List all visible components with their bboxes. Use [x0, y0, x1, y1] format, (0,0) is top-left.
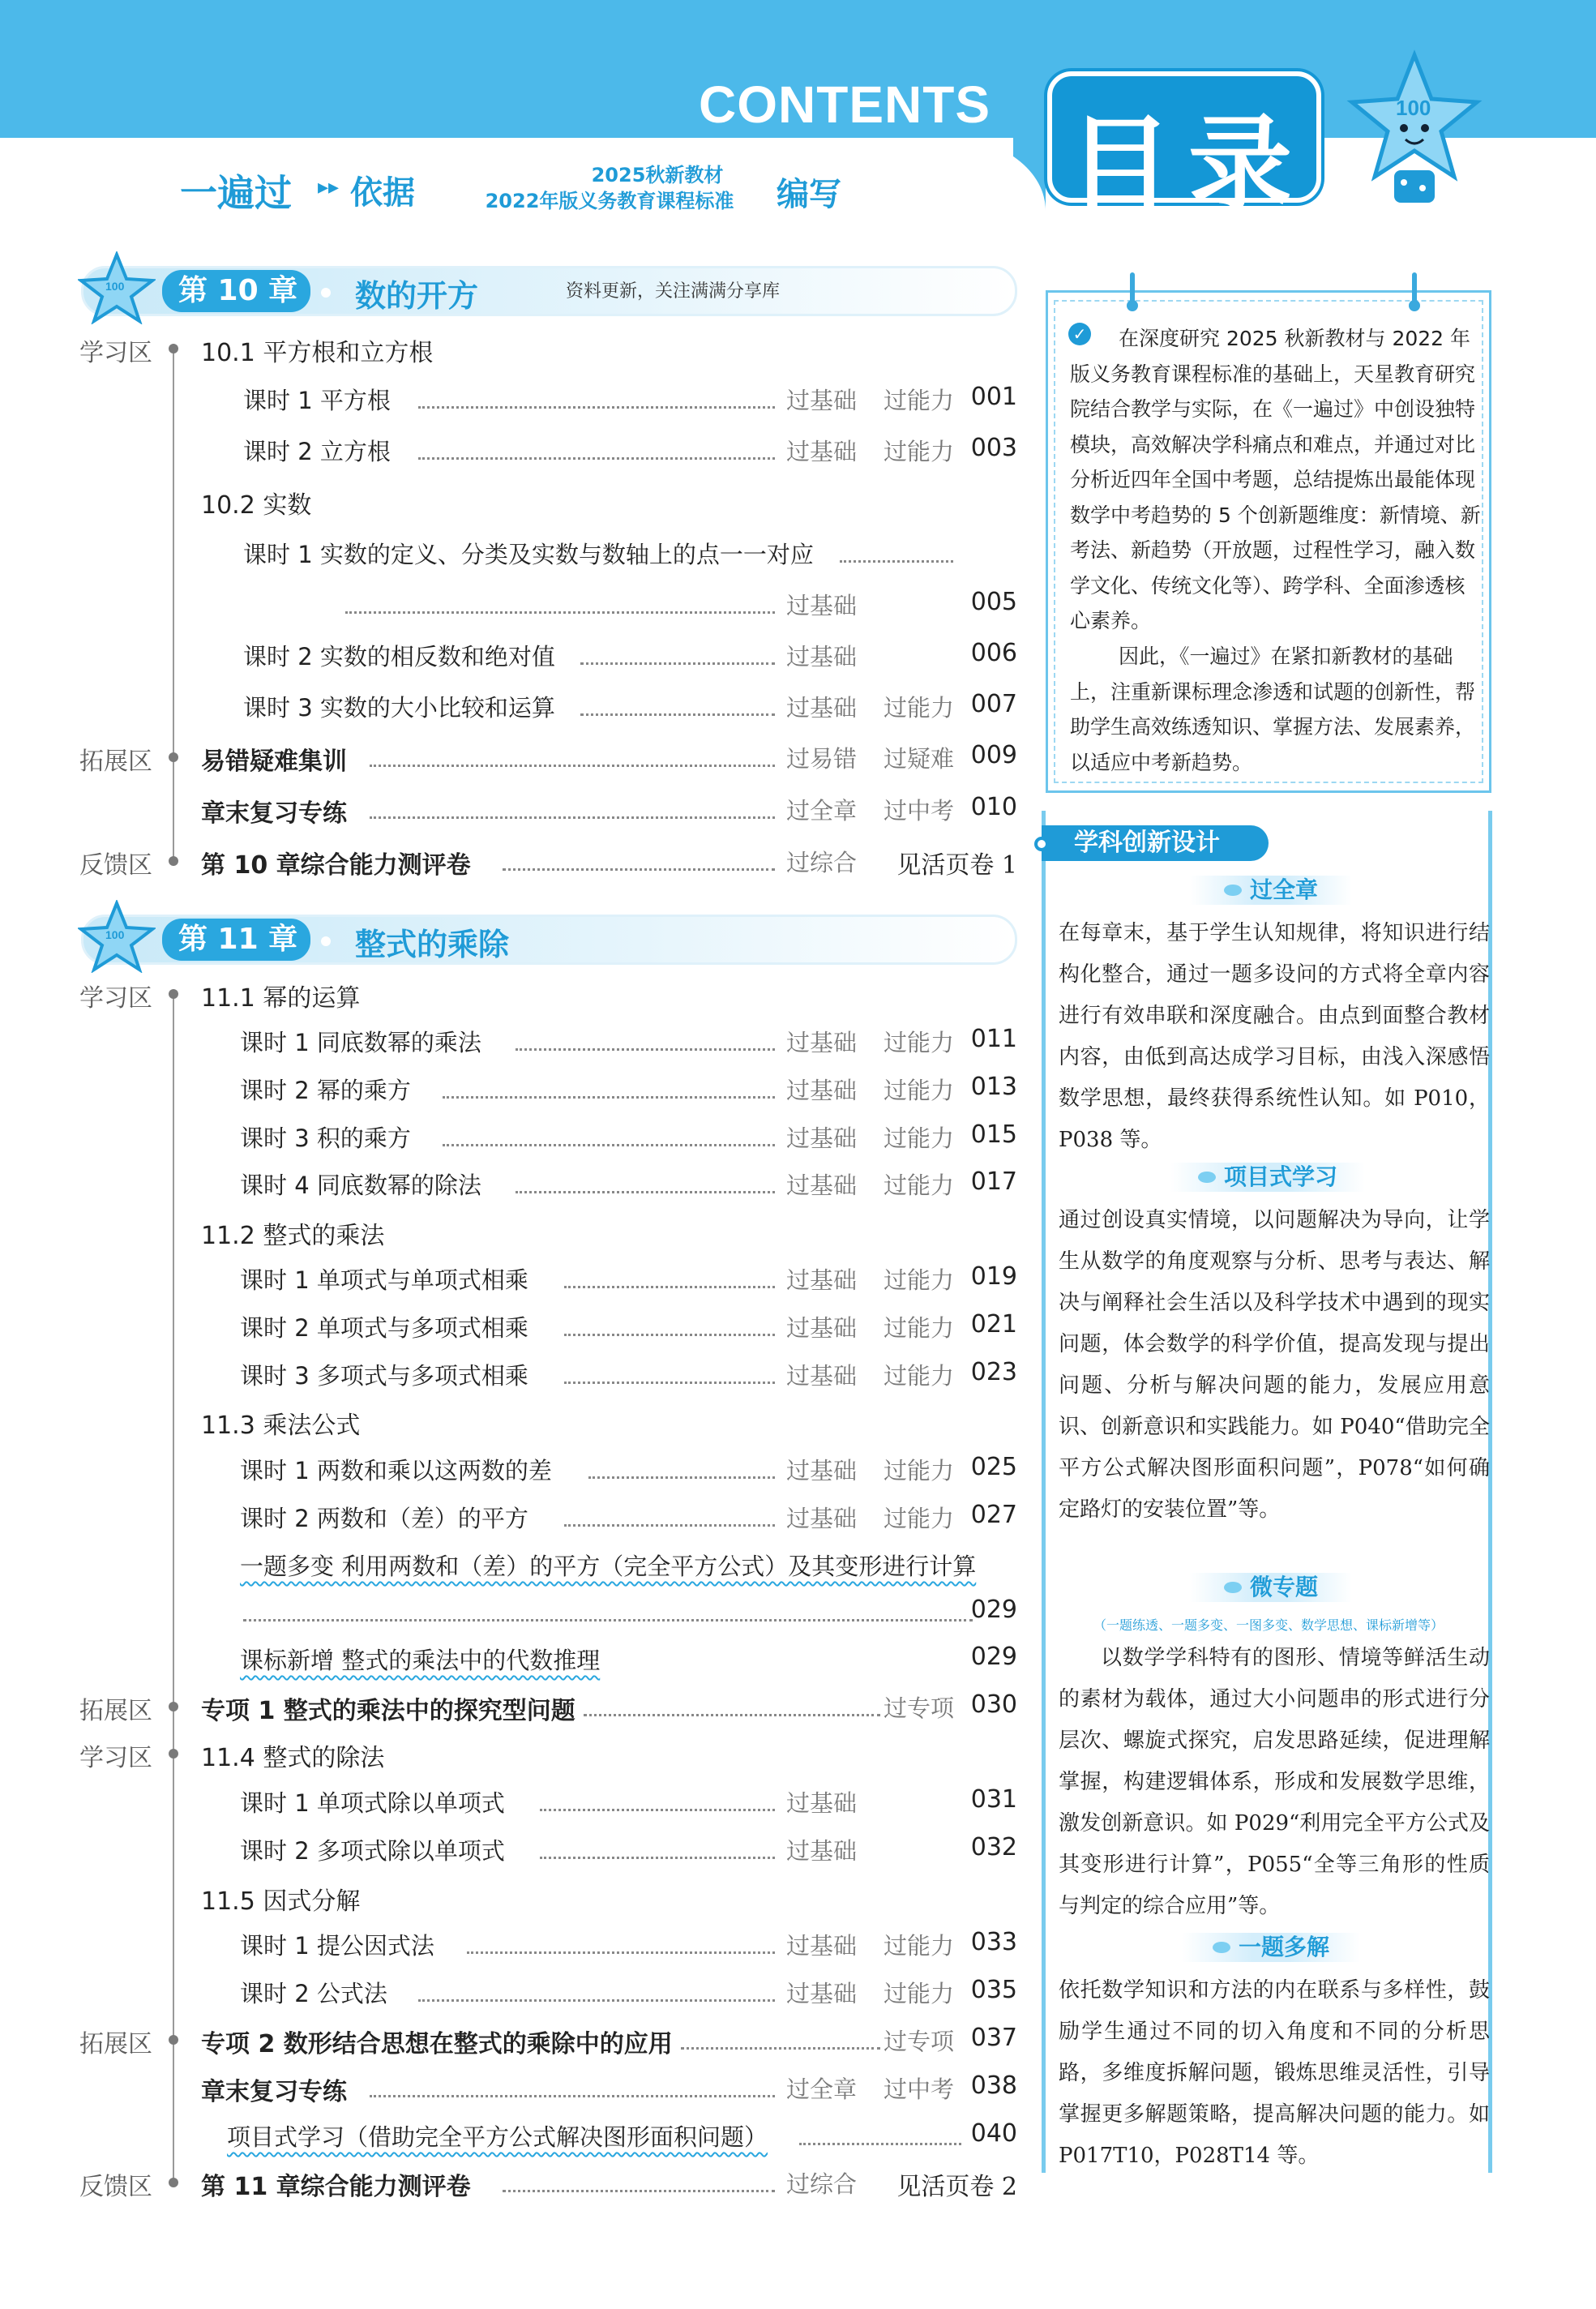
- tag-basic: 过基础: [786, 438, 858, 465]
- page-number: 005: [970, 588, 1017, 616]
- toc-row: [0, 1881, 1021, 1916]
- lesson-title: 课时 3 多项式与多项式相乘: [240, 1362, 528, 1390]
- toc-row[interactable]: [0, 537, 1021, 569]
- arrow-icon: ▸▸: [318, 175, 340, 199]
- lesson-title: 课时 2 多项式除以单项式: [240, 1837, 505, 1865]
- tag-basic: 过基础: [786, 1505, 858, 1532]
- leader-dots: [516, 1172, 775, 1193]
- tag-chapter: 过全章: [786, 797, 858, 825]
- section-title: 11.3 乘法公式: [201, 1412, 361, 1440]
- feature-text: 依托数学知识和方法的内在联系与多样性，鼓励学生通过不同的切入角度和不同的分析思路，多维度拆解问题，锻炼思维灵活性，引导掌握更多解题策略，提高解决问题的能力。如 P017T10，P028T14 等。: [1059, 1978, 1490, 2168]
- feature-icon: [1213, 1942, 1230, 1953]
- page-number: 003: [970, 434, 1017, 462]
- page-number: 023: [970, 1358, 1017, 1386]
- page-number: 033: [970, 1928, 1017, 1956]
- zone-label: 反馈区: [79, 2173, 152, 2201]
- chapter-number: 第 10 章: [162, 270, 310, 312]
- lesson-title: 课时 1 实数的定义、分类及实数与数轴上的点一一对应: [243, 541, 814, 568]
- section-title: 第 11 章综合能力测评卷: [201, 2173, 471, 2201]
- feature-text: 通过创设真实情境，以问题解决为导向，让学生从数学的角度观察与分析、思考与表达、解决与阐释社会生活以及科学技术中遇到的现实问题，体会数学的科学价值，提高发现与提出问题、分析与解决问题的能力，发展应用意识、创新意识和实践能力。如 P040“借助完全平方公式解决图形面积问题”，P078“如何确定路灯的安装位置”等。: [1059, 1208, 1490, 1522]
- leader-dots: [418, 439, 775, 460]
- tag-ability: 过能力: [884, 1266, 955, 1294]
- toc-row[interactable]: [0, 1120, 1021, 1153]
- tag-ability: 过能力: [884, 1362, 955, 1390]
- toc-row[interactable]: [0, 1549, 1021, 1581]
- lesson-title: 课时 1 单项式除以单项式: [240, 1789, 505, 1817]
- feature-title: 一题多解: [1182, 1933, 1360, 1962]
- toc-row[interactable]: [0, 1262, 1021, 1295]
- feature-icon: [1198, 1172, 1216, 1183]
- toc-row[interactable]: [0, 1785, 1021, 1818]
- chapter-title: 整式的乘除: [355, 927, 510, 962]
- chapter-note: 资料更新，关注满满分享库: [566, 281, 781, 302]
- tag-ability: 过能力: [884, 1172, 955, 1199]
- section-title: 第 10 章综合能力测评卷: [201, 851, 471, 880]
- toc-row: [0, 1215, 1021, 1248]
- bullet: [169, 752, 178, 762]
- toc-row[interactable]: [0, 1025, 1021, 1057]
- tag-ability: 过能力: [884, 1932, 955, 1960]
- toc-row[interactable]: [0, 1453, 1021, 1485]
- lesson-title: 课时 1 同底数幂的乘法: [240, 1029, 481, 1056]
- bullet: [169, 1702, 178, 1711]
- tag-ability: 过能力: [884, 1457, 955, 1484]
- leader-dots: [418, 1981, 775, 2002]
- leader-dots: [243, 1600, 973, 1621]
- tag-ability: 过能力: [884, 1029, 955, 1056]
- chapter-dot: [321, 936, 331, 946]
- tag-basic: 过基础: [786, 1837, 858, 1865]
- page-number: 040: [970, 2119, 1017, 2148]
- tag-basic: 过基础: [786, 1172, 858, 1199]
- toc-row[interactable]: [0, 1976, 1021, 2008]
- tag-basic: 过基础: [786, 1314, 858, 1342]
- leader-dots: [370, 2076, 775, 2097]
- leader-dots: [799, 2124, 961, 2145]
- leader-dots: [580, 644, 775, 665]
- zone-label: 学习区: [79, 339, 152, 367]
- toc-row: [0, 978, 1021, 1013]
- leader-dots: [540, 1838, 775, 1859]
- feature-title: 项目式学习: [1170, 1163, 1365, 1192]
- bullet: [169, 1749, 178, 1759]
- page-number: 007: [970, 690, 1017, 718]
- page-number: 017: [970, 1167, 1017, 1196]
- tag-ability: 过能力: [884, 1980, 955, 2007]
- basis-label: 依据: [350, 174, 415, 212]
- tag-ability: 过能力: [884, 1505, 955, 1532]
- lesson-title: 一题多变 利用两数和（差）的平方（完全平方公式）及其变形进行计算: [240, 1553, 977, 1580]
- tag-chapter: 过全章: [786, 2076, 858, 2103]
- page-number: 038: [970, 2071, 1017, 2100]
- page-number: 006: [970, 639, 1017, 667]
- toc-row[interactable]: [0, 1073, 1021, 1105]
- leader-dots: [564, 1315, 775, 1336]
- slogan-line1: 2025秋新教材: [591, 164, 724, 186]
- check-icon: ✓: [1068, 323, 1091, 345]
- page-number: 030: [970, 1690, 1017, 1719]
- toc-row: [0, 1737, 1021, 1770]
- tag-basic: 过基础: [786, 1362, 858, 1390]
- chapter-title: 数的开方: [355, 278, 479, 314]
- leader-dots: [540, 1790, 775, 1811]
- zone-label: 拓展区: [79, 748, 152, 776]
- feature-text: 在每章末，基于学生认知规律，将知识进行结构化整合，通过一题多设问的方式将全章内容进行有效串联和深度融合。由点到面整合教材内容，由低到高达成学习目标，由浅入深感悟数学思想，最终获得系统性认知。如 P010，P038 等。: [1059, 921, 1490, 1152]
- feature-title: 微专题: [1190, 1573, 1352, 1602]
- tag-exam: 过中考: [884, 2076, 955, 2103]
- tag-basic: 过基础: [786, 1029, 858, 1056]
- tag-basic: 过基础: [786, 694, 858, 722]
- section-title: 11.2 整式的乘法: [201, 1222, 385, 1250]
- tag-special: 过专项: [884, 2028, 955, 2055]
- lesson-title: 课时 2 幂的乘方: [240, 1077, 411, 1104]
- binder-hole-icon: [1409, 300, 1420, 311]
- page-number: 021: [970, 1310, 1017, 1339]
- bullet: [169, 344, 178, 353]
- chapter-number: 第 11 章: [162, 919, 310, 961]
- intro-paragraph-2: 因此，《一遍过》在紧扣新教材的基础上，注重新课标理念渗透和试题的创新性，帮助学生高效练透知识、掌握方法、发展素养，以适应中考新趋势。: [1070, 645, 1476, 774]
- section-title: 专项 1 整式的乘法中的探究型问题: [201, 1697, 576, 1725]
- toc-row[interactable]: [0, 1358, 1021, 1390]
- page-number: 029: [970, 1643, 1017, 1671]
- leader-dots: [840, 542, 953, 563]
- tag-basic: 过基础: [786, 1077, 858, 1104]
- section-title: 11.5 因式分解: [201, 1887, 361, 1916]
- leader-dots: [503, 850, 775, 871]
- feature-title: 过全章: [1190, 876, 1352, 905]
- chapter-dot: [321, 288, 331, 298]
- page-number: 031: [970, 1785, 1017, 1814]
- toc-row[interactable]: [0, 690, 1021, 722]
- tag-ability: 过能力: [884, 1125, 955, 1152]
- lesson-title: 课时 3 积的乘方: [240, 1125, 411, 1152]
- page-number: 001: [970, 383, 1017, 411]
- tag-special: 过专项: [884, 1694, 955, 1722]
- toc-row: [0, 1405, 1021, 1440]
- lesson-title: 课时 1 提公因式法: [240, 1932, 434, 1960]
- tag-basic: 过基础: [786, 643, 858, 670]
- lesson-title: 课时 4 同底数幂的除法: [240, 1172, 481, 1199]
- page-number: 见活页卷 1: [896, 851, 1017, 880]
- tag-basic: 过基础: [786, 1266, 858, 1294]
- tag-ability: 过能力: [884, 387, 955, 414]
- page-number: 019: [970, 1262, 1017, 1291]
- tag-ability: 过能力: [884, 694, 955, 722]
- toc-row[interactable]: [0, 588, 1021, 620]
- toc-row[interactable]: [0, 1596, 1021, 1628]
- lesson-title: 课时 3 实数的大小比较和运算: [243, 694, 555, 722]
- page-number: 029: [970, 1596, 1017, 1624]
- bullet: [169, 856, 178, 866]
- leader-dots: [443, 1125, 775, 1146]
- page-title: 目录: [1068, 105, 1309, 225]
- zone-label: 学习区: [79, 984, 152, 1013]
- section-title: 10.2 实数: [201, 491, 312, 520]
- toc-row[interactable]: [0, 2119, 1021, 2152]
- page-number: 015: [970, 1120, 1017, 1149]
- feature-icon: [1224, 885, 1242, 896]
- section-title: 11.1 幂的运算: [201, 984, 361, 1013]
- leader-dots: [503, 2171, 775, 2192]
- tag-basic: 过基础: [786, 1789, 858, 1817]
- design-heading: 学科创新设计: [1042, 825, 1269, 861]
- tag-comprehensive: 过综合: [786, 849, 858, 876]
- leader-dots: [345, 593, 775, 614]
- zone-label: 拓展区: [79, 1697, 152, 1725]
- lesson-title: 课时 1 平方根: [243, 387, 391, 414]
- leader-dots: [516, 1030, 775, 1051]
- lesson-title: 课时 2 公式法: [240, 1980, 387, 2007]
- feature-subtitle: （一题练透、一题多变、一图多变、数学思想、课标新增等）: [1093, 1617, 1444, 1633]
- toc-row[interactable]: [0, 1690, 1021, 1723]
- heading-dot-icon: [1034, 837, 1049, 851]
- toc-row[interactable]: [0, 1643, 1021, 1675]
- page-number: 027: [970, 1501, 1017, 1529]
- contents-label: CONTENTS: [699, 75, 991, 134]
- page-number: 见活页卷 2: [896, 2173, 1017, 2201]
- toc-row: [0, 332, 1021, 365]
- tag-basic: 过基础: [786, 592, 858, 619]
- leader-dots: [467, 1933, 775, 1954]
- tag-basic: 过基础: [786, 1125, 858, 1152]
- tag-exam: 过中考: [884, 797, 955, 825]
- leader-dots: [370, 798, 775, 819]
- section-title: 11.4 整式的除法: [201, 1744, 385, 1772]
- tag-basic: 过基础: [786, 387, 858, 414]
- zone-label: 拓展区: [79, 2030, 152, 2058]
- leader-dots: [564, 1267, 775, 1288]
- section-title: 专项 2 数形结合思想在整式的乘除中的应用: [201, 2030, 673, 2058]
- tag-ability: 过能力: [884, 1077, 955, 1104]
- toc-row[interactable]: [0, 2024, 1021, 2056]
- zone-label: 学习区: [79, 1744, 152, 1772]
- page-number: 035: [970, 1976, 1017, 2004]
- tag-difficult: 过疑难: [884, 745, 955, 773]
- star-mascot-icon: [1346, 49, 1483, 211]
- leader-dots: [564, 1363, 775, 1384]
- mascot-icon: [78, 251, 156, 324]
- leader-dots: [443, 1077, 775, 1099]
- lesson-title: 项目式学习（借助完全平方公式解决图形面积问题）: [227, 2123, 768, 2151]
- toc-row[interactable]: [0, 639, 1021, 671]
- section-title: 易错疑难集训: [201, 748, 347, 776]
- svg-text:100: 100: [105, 928, 125, 941]
- lesson-title: 课时 1 两数和乘以这两数的差: [240, 1457, 552, 1484]
- toc-row[interactable]: [0, 2071, 1021, 2104]
- toc-row[interactable]: [0, 1310, 1021, 1343]
- zone-label: 反馈区: [79, 851, 152, 880]
- leader-dots: [588, 1458, 775, 1479]
- leader-dots: [370, 746, 775, 767]
- toc-row[interactable]: [0, 1833, 1021, 1866]
- mascot-icon: [78, 900, 156, 973]
- section-title: 章末复习专练: [201, 2078, 347, 2106]
- bullet: [169, 2035, 178, 2045]
- lesson-title: 课标新增 整式的乘法中的代数推理: [240, 1647, 601, 1674]
- toc-row[interactable]: [0, 1928, 1021, 1960]
- svg-text:100: 100: [105, 280, 125, 293]
- binder-hole-icon: [1127, 300, 1138, 311]
- tag-error: 过易错: [786, 745, 858, 773]
- leader-dots: [580, 695, 775, 716]
- toc-row[interactable]: [0, 793, 1021, 828]
- page-number: 025: [970, 1453, 1017, 1481]
- feature-text: 以数学学科特有的图形、情境等鲜活生动的素材为载体，通过大小问题串的形式进行分层次、螺旋式探究，启发思路延续，促进理解掌握，构建逻辑体系，形成和发展数学思维，激发创新意识。如 P029“利用完全平方公式及其变形进行计算”，P055“全等三角形的性质与判定的综合应用”等。: [1059, 1646, 1490, 1918]
- lesson-title: 课时 2 单项式与多项式相乘: [240, 1314, 528, 1342]
- toc-row: [0, 485, 1021, 520]
- tag-comprehensive: 过综合: [786, 2170, 858, 2198]
- lesson-title: 课时 1 单项式与单项式相乘: [240, 1266, 528, 1294]
- tag-basic: 过基础: [786, 1457, 858, 1484]
- page-number: 011: [970, 1025, 1017, 1053]
- intro-paragraph-1: 在深度研究 2025 秋新教材与 2022 年版义务教育课程标准的基础上，天星教育研究院结合教学与实际，在《一遍过》中创设独特模块，高效解决学科痛点和难点，并通过对比分析近四年全国中考题，总结提炼出最能体现数学中考趋势的 5 个创新题维度：新情境、新考法、新趋势（开放题，过程性学习，融入数学文化、传统文化等）、跨学科、全面渗透核心素养。: [1070, 327, 1481, 632]
- page-number: 009: [970, 741, 1017, 769]
- section-title: 章末复习专练: [201, 799, 347, 828]
- lesson-title: 课时 2 立方根: [243, 438, 391, 465]
- write-label: 编写: [777, 176, 841, 213]
- toc-row[interactable]: [0, 2166, 1021, 2199]
- leader-dots: [418, 388, 775, 409]
- page-number: 032: [970, 1833, 1017, 1861]
- svg-text:100: 100: [1396, 96, 1431, 120]
- section-title: 10.1 平方根和立方根: [201, 339, 434, 367]
- toc-row[interactable]: [0, 383, 1021, 415]
- page-number: 010: [970, 793, 1017, 821]
- leader-dots: [584, 1695, 880, 1716]
- tag-basic: 过基础: [786, 1980, 858, 2007]
- leader-dots: [681, 2028, 880, 2050]
- bullet: [169, 2178, 178, 2187]
- feature-icon: [1224, 1582, 1242, 1593]
- lesson-title: 课时 2 两数和（差）的平方: [240, 1505, 528, 1532]
- toc-row[interactable]: [0, 741, 1021, 776]
- toc-row[interactable]: [0, 1501, 1021, 1533]
- page-number: 037: [970, 2024, 1017, 2052]
- tag-ability: 过能力: [884, 438, 955, 465]
- toc-row[interactable]: [0, 845, 1021, 880]
- tag-basic: 过基础: [786, 1932, 858, 1960]
- slogan-line2: 2022年版义务教育课程标准: [485, 190, 734, 212]
- toc-row[interactable]: [0, 1167, 1021, 1200]
- leader-dots: [564, 1506, 775, 1527]
- page-number: 013: [970, 1073, 1017, 1101]
- lesson-title: 课时 2 实数的相反数和绝对值: [243, 643, 555, 670]
- brand-slogan: 一遍过: [180, 171, 292, 215]
- bullet: [169, 989, 178, 999]
- toc-row[interactable]: [0, 434, 1021, 466]
- tag-ability: 过能力: [884, 1314, 955, 1342]
